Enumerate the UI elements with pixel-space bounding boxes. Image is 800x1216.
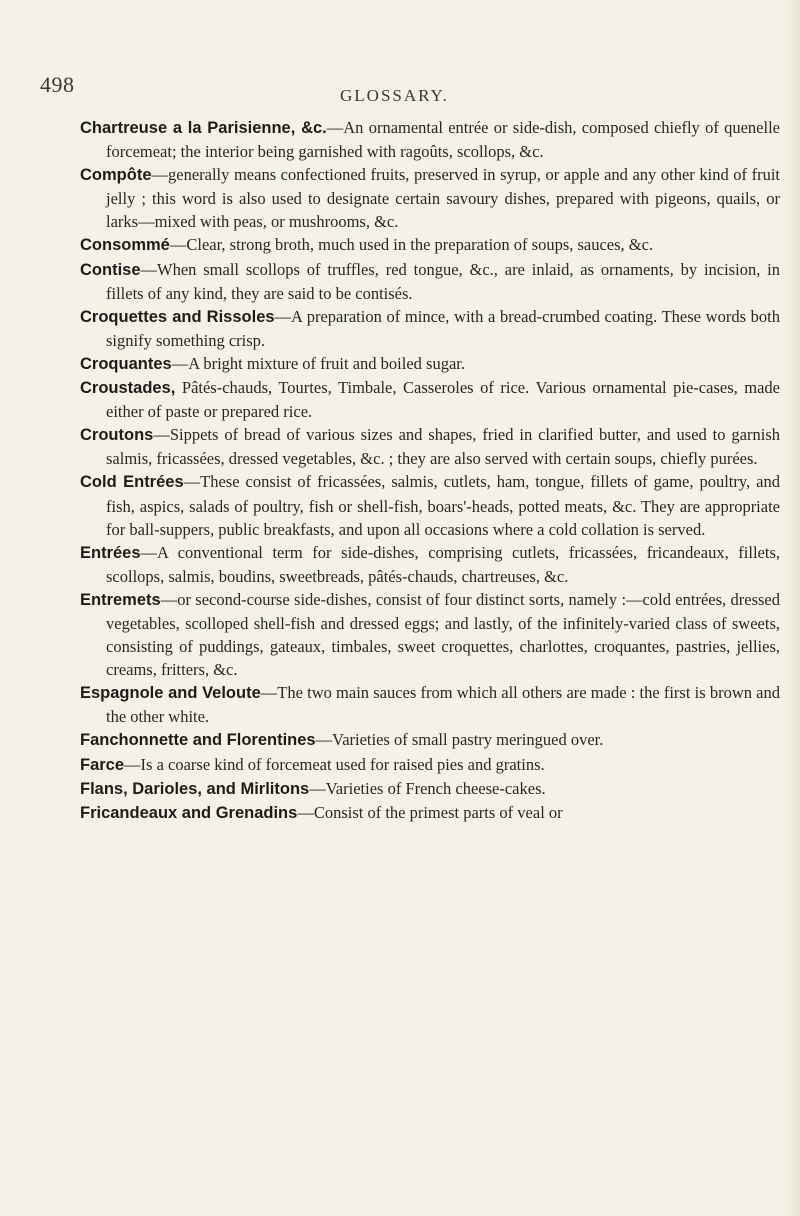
page-edge-shadow [786, 0, 800, 1216]
entry-definition: An ornamental entrée or side-dish, composed chiefly of quenelle forcemeat; the interior being garnished with ragoûts, scollops, &c. [106, 118, 780, 162]
entry-term: Consommé [80, 236, 170, 255]
entry-term: Flans, Darioles, and Mirlitons [80, 779, 310, 798]
glossary-entry [80, 233, 780, 257]
glossary-entry [80, 728, 780, 752]
glossary-entry [80, 305, 780, 352]
entry-term: Cold Entrées [80, 473, 184, 492]
glossary-entry [80, 423, 780, 470]
entry-term: Croquantes [80, 354, 172, 373]
entry-definition: Pâtés-chauds, Tourtes, Timbale, Casseroles of rice. Various ornamental pie-cases, made either of paste or prepared rice. [106, 378, 780, 422]
entry-term: Espagnole and Veloute [80, 684, 261, 703]
entry-term: Entremets [80, 590, 161, 609]
entry-definition: A preparation of mince, with a bread-crumbed coating. These words both signify something crisp. [106, 306, 780, 350]
glossary-entries [80, 116, 780, 825]
entry-definition: or second-course side-dishes, consist of four distinct sorts, namely :—cold entrées, dressed vegetables, scolloped shell-fish and dressed eggs; and lastly, of the infinitely-varied class of sweets, consisting of puddings, gateaux, timbales, sweet croquettes, charlottes, croquantes, pastries, jellies, creams, fritters, &c. [106, 589, 780, 680]
entry-definition: When small scollops of truffles, red tongue, &c., are inlaid, as ornaments, by incision, in fillets of any kind, they are said to be contisés. [106, 259, 780, 303]
entry-separator: — [124, 754, 141, 774]
entry-term: Farce [80, 755, 125, 774]
entry-term: Croustades, [80, 379, 176, 398]
entry-definition: Sippets of bread of various sizes and shapes, fried in clarified butter, and used to garnish salmis, fricassées, dressed vegetables, &c. ; they are also served with certain soups, chiefly purées. [106, 425, 780, 469]
entry-separator: — [169, 235, 187, 255]
entry-separator: — [297, 802, 314, 822]
entry-term: Croutons [80, 426, 154, 445]
glossary-entry [80, 801, 780, 825]
glossary-entry [80, 681, 780, 728]
entry-definition: generally means confectioned fruits, preserved in syrup, or apple and any other kind of fruit jelly ; this word is also used to designate certain savoury dishes, prepared with pigeons, quails, or larks—mixed with peas, or mushrooms, &c. [106, 165, 780, 232]
glossary-entry [80, 258, 780, 305]
entry-term: Compôte [80, 166, 152, 185]
entry-separator: — [160, 589, 178, 609]
glossary-entry [80, 753, 780, 777]
entry-separator: — [260, 683, 278, 703]
entry-separator: — [151, 165, 168, 185]
entry-definition: Varieties of French cheese-cakes. [325, 778, 546, 798]
entry-definition: Consist of the primest parts of veal or [313, 802, 563, 822]
entry-separator: — [309, 778, 326, 798]
glossary-entry [80, 352, 780, 376]
entry-term: Fanchonnette and Florentines [80, 731, 316, 750]
glossary-entry [80, 163, 780, 233]
entry-separator: — [153, 425, 170, 445]
glossary-entry [80, 588, 780, 681]
entry-term: Fricandeaux and Grenadins [80, 803, 298, 822]
entry-definition: A bright mixture of fruit and boiled sugar. [188, 353, 465, 373]
entry-separator: — [326, 118, 344, 137]
glossary-entry [80, 116, 780, 163]
page-number: 498 [40, 72, 75, 97]
glossary-entry [80, 470, 780, 540]
glossary-entry [80, 777, 780, 801]
entry-separator: — [315, 730, 333, 750]
entry-definition: These consist of fricassées, salmis, cutlets, ham, tongue, fillets of game, poultry, and fish, aspics, salads of poultry, fish or shell-fish, boars'-heads, potted meats, &c. They are appropriate for ball-suppers, public breakfasts, and upon all occasions where a cold collation is served. [106, 472, 780, 539]
entry-definition: The two main sauces from which all others are made : the first is brown and the other white. [106, 683, 780, 727]
entry-term: Chartreuse a la Parisienne, &c. [80, 119, 327, 137]
glossary-entry [80, 376, 780, 423]
entry-term: Croquettes and Rissoles [80, 307, 275, 326]
entry-definition: Varieties of small pastry meringued over. [332, 730, 604, 750]
entry-separator: — [171, 353, 189, 373]
entry-term: Entrées [80, 543, 141, 562]
entry-separator: — [140, 259, 158, 279]
running-head: GLOSSARY. [340, 86, 449, 105]
entry-term: Contise [80, 260, 141, 279]
entry-definition: A conventional term for side-dishes, comprising cutlets, fricassées, fricandeaux, fillets, scollops, salmis, boudins, sweetbreads, pâtés-chauds, chartreuses, &c. [106, 542, 780, 586]
entry-separator: — [140, 542, 158, 562]
entry-definition: Is a coarse kind of forcemeat used for raised pies and gratins. [140, 754, 545, 774]
entry-separator: — [183, 472, 201, 492]
glossary-entry [80, 541, 780, 588]
entry-separator: — [274, 306, 292, 326]
entry-definition: Clear, strong broth, much used in the preparation of soups, sauces, &c. [186, 235, 654, 255]
